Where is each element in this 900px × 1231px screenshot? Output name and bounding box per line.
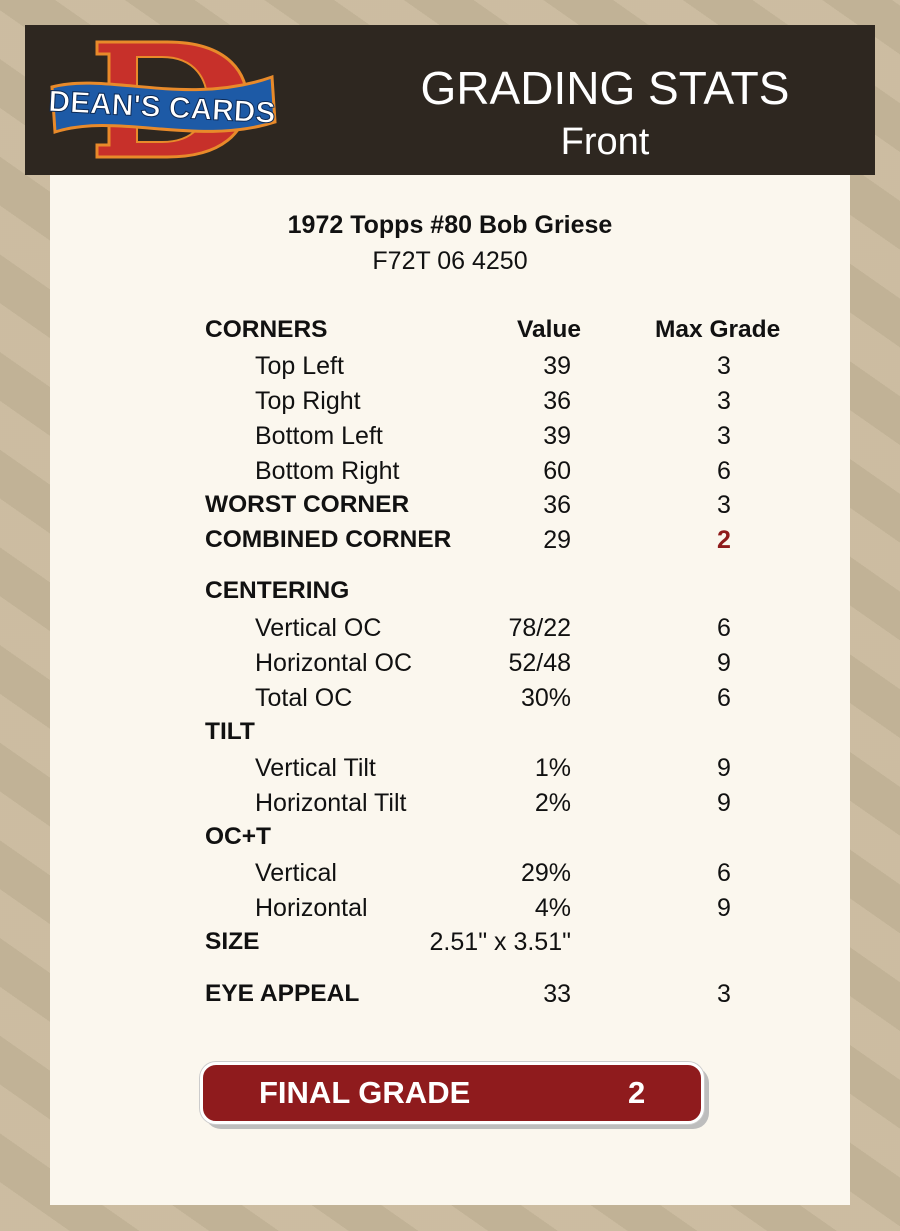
- stat-max-grade: 3: [717, 387, 731, 415]
- stat-label: Bottom Right: [255, 457, 400, 485]
- stat-label: Total OC: [255, 684, 353, 712]
- stat-label: Vertical Tilt: [255, 754, 376, 782]
- stat-row: [50, 316, 850, 348]
- max-grade-column-header: Max Grade: [655, 316, 781, 343]
- stat-value: 33: [543, 980, 571, 1008]
- stat-max-grade: 6: [717, 614, 731, 642]
- stat-label: TILT: [205, 718, 255, 745]
- stat-label: COMBINED CORNER: [205, 526, 452, 553]
- page-title: GRADING STATS: [420, 62, 790, 114]
- stat-row: [50, 718, 850, 750]
- stat-max-grade: 9: [717, 789, 731, 817]
- stat-row: [50, 789, 850, 821]
- stat-max-grade: 9: [717, 894, 731, 922]
- stat-max-grade: 6: [717, 684, 731, 712]
- stat-value: 39: [543, 422, 571, 450]
- stat-row: [50, 754, 850, 786]
- stat-value: 4%: [534, 894, 571, 922]
- stat-label: SIZE: [205, 928, 260, 955]
- deans-cards-logo: [47, 37, 282, 162]
- stat-value: 39: [543, 352, 571, 380]
- stat-row: [50, 649, 850, 681]
- stat-row: [50, 614, 850, 646]
- stat-max-grade: 6: [717, 859, 731, 887]
- stat-max-grade: 2: [717, 526, 731, 554]
- stat-max-grade: 3: [717, 422, 731, 450]
- stat-row: [50, 526, 850, 558]
- stat-max-grade: 3: [717, 491, 731, 519]
- stat-label: Top Left: [255, 352, 344, 380]
- stat-label: CORNERS: [205, 316, 328, 343]
- stat-label: Horizontal OC: [255, 649, 412, 677]
- final-grade-banner: [200, 1062, 704, 1124]
- value-column-header: Value: [517, 316, 582, 343]
- stat-max-grade: 3: [717, 352, 731, 380]
- stat-value: 36: [543, 491, 571, 519]
- stat-row: [50, 352, 850, 384]
- cert-number: F72T 06 4250: [372, 247, 528, 275]
- stat-row: [50, 928, 850, 960]
- stat-row: [50, 387, 850, 419]
- stat-value: 78/22: [508, 614, 571, 642]
- stat-row: [50, 577, 850, 609]
- stat-row: [50, 823, 850, 855]
- stat-row: [50, 980, 850, 1012]
- final-grade-label: FINAL GRADE: [259, 1075, 471, 1110]
- stat-max-grade: 9: [717, 649, 731, 677]
- svg-text:DEAN'S CARDS: DEAN'S CARDS: [47, 85, 277, 130]
- stat-label: Horizontal: [255, 894, 368, 922]
- stat-max-grade: 9: [717, 754, 731, 782]
- stat-value: 29%: [520, 859, 571, 887]
- stat-row: [50, 457, 850, 489]
- final-grade-value: 2: [628, 1075, 646, 1110]
- stat-label: Vertical: [255, 859, 337, 887]
- stat-value: 30%: [520, 684, 571, 712]
- stat-label: Horizontal Tilt: [255, 789, 407, 817]
- stat-value: 2.51" x 3.51": [429, 928, 571, 956]
- stat-value: 2%: [534, 789, 571, 817]
- stat-value: 52/48: [508, 649, 571, 677]
- stats-panel: [50, 175, 850, 1205]
- stat-label: OC+T: [205, 823, 272, 850]
- stat-row: [50, 491, 850, 523]
- stat-max-grade: 6: [717, 457, 731, 485]
- stat-row: [50, 684, 850, 716]
- page-subtitle: Front: [560, 121, 650, 163]
- stat-label: Bottom Left: [255, 422, 383, 450]
- stat-label: Top Right: [255, 387, 361, 415]
- stat-value: 36: [543, 387, 571, 415]
- stat-label: Vertical OC: [255, 614, 382, 642]
- card-name: 1972 Topps #80 Bob Griese: [287, 211, 613, 239]
- stat-value: 29: [543, 526, 571, 554]
- stat-max-grade: 3: [717, 980, 731, 1008]
- stat-label: EYE APPEAL: [205, 980, 360, 1007]
- stat-row: [50, 422, 850, 454]
- stat-value: 1%: [534, 754, 571, 782]
- stat-row: [50, 894, 850, 926]
- stat-label: CENTERING: [205, 577, 350, 604]
- stat-value: 60: [543, 457, 571, 485]
- stat-row: [50, 859, 850, 891]
- stat-label: WORST CORNER: [205, 491, 410, 518]
- header: [25, 25, 875, 175]
